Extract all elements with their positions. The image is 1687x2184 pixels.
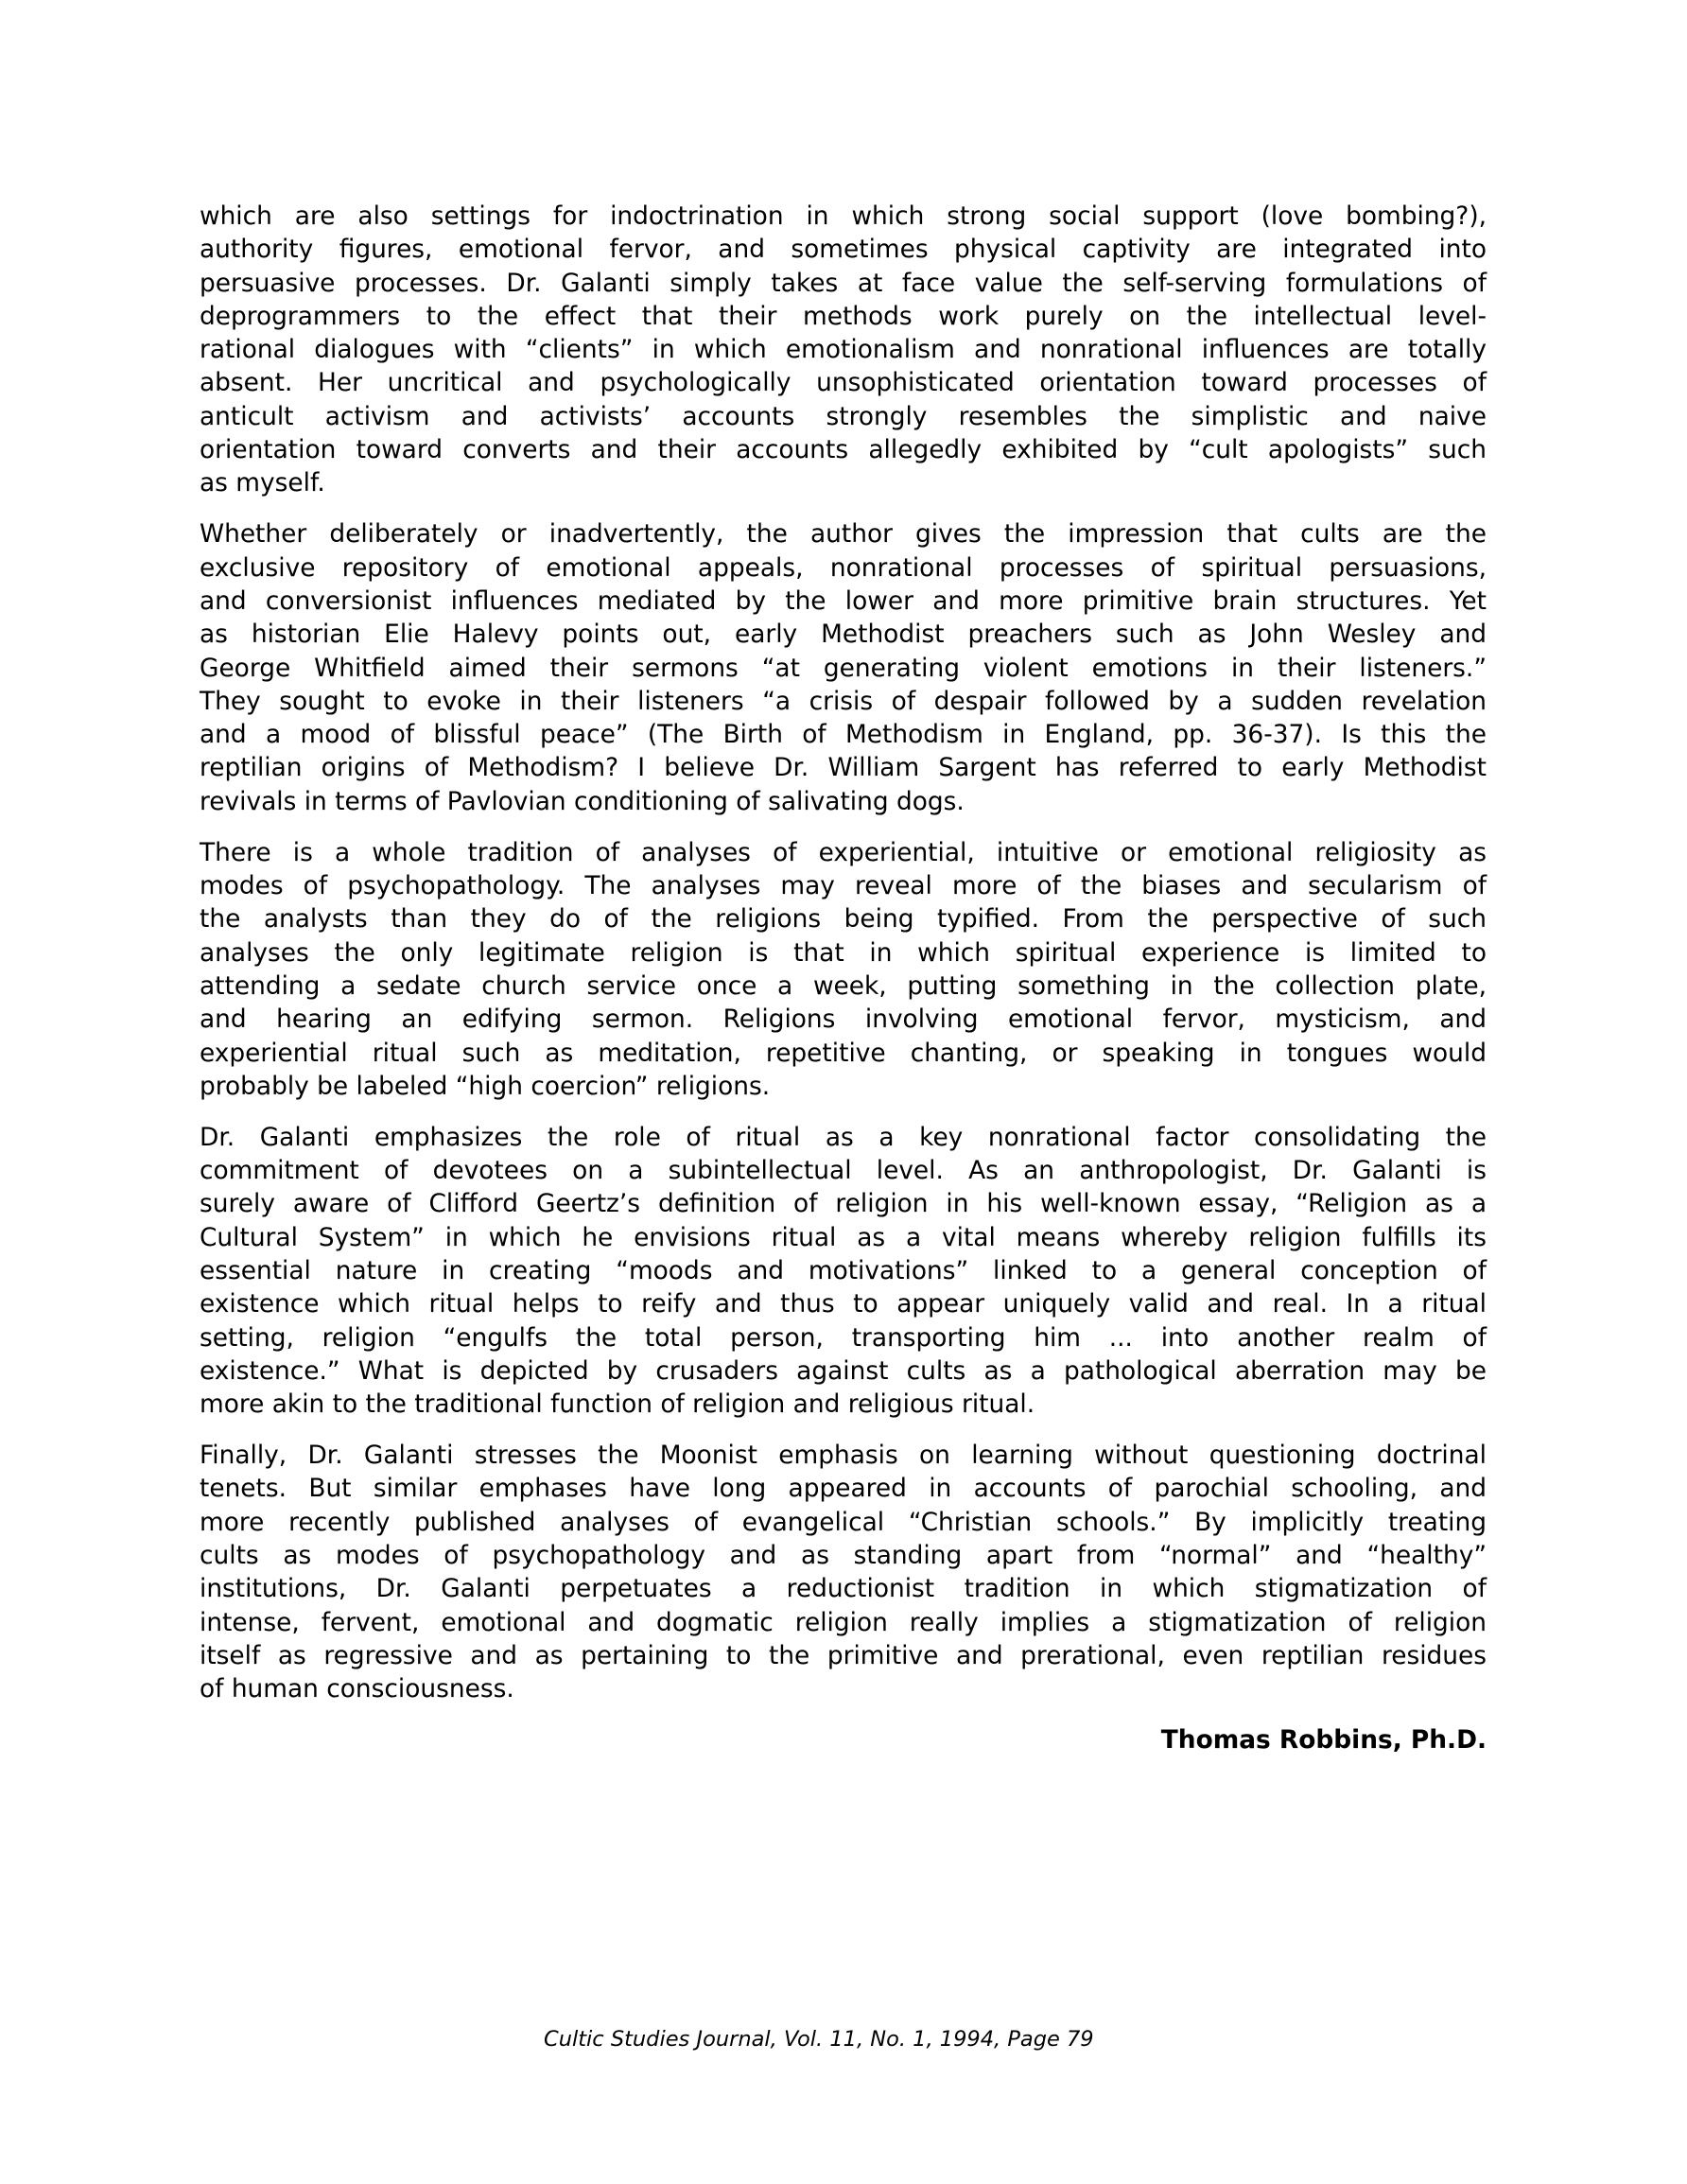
text-line: setting, religion “engulfs the total person, transporting him ... into another realm of	[200, 1322, 1487, 1353]
text-line: institutions, Dr. Galanti perpetuates a reductionist tradition in which stigmatization of	[200, 1574, 1487, 1604]
text-line: Dr. Galanti emphasizes the role of ritual as a key nonrational factor consolidating the	[200, 1122, 1487, 1152]
text-line: deprogrammers to the effect that their methods work purely on the intellectual level-	[200, 301, 1487, 331]
text-line: They sought to evoke in their listeners “a crisis of despair followed by a sudden revelation	[200, 686, 1487, 716]
paragraph	[200, 836, 1487, 1103]
text-line: probably be labeled “high coercion” religions.	[200, 1071, 771, 1101]
text-line: modes of psychopathology. The analyses may reveal more of the biases and secularism of	[200, 871, 1487, 901]
text-line: essential nature in creating “moods and motivations” linked to a general conception of	[200, 1255, 1487, 1285]
text-line: the analysts than they do of the religions being typified. From the perspective of such	[200, 904, 1487, 935]
text-line: absent. Her uncritical and psychologically unsophisticated orientation toward processes of	[200, 368, 1487, 398]
text-line: more akin to the traditional function of religion and religious ritual.	[200, 1389, 1035, 1420]
text-line: existence.” What is depicted by crusaders against cults as a pathological aberration may be	[200, 1355, 1487, 1386]
text-line: and hearing an edifying sermon. Religions involving emotional fervor, mysticism, and	[200, 1005, 1487, 1035]
text-line: experiential ritual such as meditation, repetitive chanting, or speaking in tongues would	[200, 1038, 1487, 1068]
text-line: attending a sedate church service once a week, putting something in the collection plate,	[200, 970, 1487, 1001]
text-line: There is a whole tradition of analyses of experiential, intuitive or emotional religiosity as	[200, 837, 1487, 867]
paragraph	[200, 1439, 1487, 1705]
text-line: existence which ritual helps to reify and thus to appear uniquely valid and real. In a ritual	[200, 1289, 1487, 1319]
text-line: commitment of devotees on a subintellectual level. As an anthropologist, Dr. Galanti is	[200, 1156, 1487, 1186]
author-signature: Thomas Robbins, Ph.D.	[1160, 1725, 1487, 1755]
text-line: surely aware of Clifford Geertz’s definition of religion in his well-known essay, “Religion as a	[200, 1189, 1487, 1219]
page-footer-citation: Cultic Studies Journal, Vol. 11, No. 1, 1994, Page 79	[544, 2027, 1094, 2052]
text-line: authority figures, emotional fervor, and sometimes physical captivity are integrated into	[200, 235, 1487, 265]
text-line: as historian Elie Halevy points out, early Methodist preachers such as John Wesley and	[200, 620, 1487, 650]
text-line: revivals in terms of Pavlovian conditioning of salivating dogs.	[200, 786, 965, 816]
article-body	[200, 200, 1487, 1723]
text-line: intense, fervent, emotional and dogmatic religion really implies a stigmatization of religion	[200, 1607, 1487, 1637]
paragraph	[200, 200, 1487, 500]
text-line: as myself.	[200, 468, 325, 498]
text-line: Cultural System” in which he envisions ritual as a vital means whereby religion fulfills its	[200, 1222, 1487, 1252]
text-line: orientation toward converts and their accounts allegedly exhibited by “cult apologists” such	[200, 435, 1487, 465]
text-line: Whether deliberately or inadvertently, the author gives the impression that cults are the	[200, 519, 1487, 550]
text-line: Finally, Dr. Galanti stresses the Moonist emphasis on learning without questioning doctrinal	[200, 1441, 1487, 1471]
text-line: which are also settings for indoctrination in which strong social support (love bombing?),	[200, 201, 1487, 231]
text-line: reptilian origins of Methodism? I believe Dr. William Sargent has referred to early Methodist	[200, 753, 1487, 783]
text-line: rational dialogues with “clients” in which emotionalism and nonrational influences are totally	[200, 335, 1487, 365]
text-line: tenets. But similar emphases have long appeared in accounts of parochial schooling, and	[200, 1474, 1487, 1504]
paragraph	[200, 517, 1487, 818]
text-line: of human consciousness.	[200, 1674, 514, 1704]
text-line: persuasive processes. Dr. Galanti simply takes at face value the self-serving formulations of	[200, 268, 1487, 298]
text-line: analyses the only legitimate religion is that in which spiritual experience is limited to	[200, 937, 1487, 968]
text-line: anticult activism and activists’ accounts strongly resembles the simplistic and naive	[200, 401, 1487, 431]
text-line: and conversionist influences mediated by the lower and more primitive brain structures. Yet	[200, 585, 1487, 616]
text-line: and a mood of blissful peace” (The Birth of Methodism in England, pp. 36-37). Is this the	[200, 720, 1487, 750]
text-line: George Whitfield aimed their sermons “at generating violent emotions in their listeners.”	[200, 653, 1487, 683]
text-line: more recently published analyses of evangelical “Christian schools.” By implicitly treating	[200, 1507, 1487, 1537]
text-line: itself as regressive and as pertaining to the primitive and prerational, even reptilian residues	[200, 1640, 1487, 1670]
paragraph	[200, 1121, 1487, 1422]
text-line: cults as modes of psychopathology and as standing apart from “normal” and “healthy”	[200, 1541, 1487, 1571]
text-line: exclusive repository of emotional appeals, nonrational processes of spiritual persuasions,	[200, 552, 1487, 583]
